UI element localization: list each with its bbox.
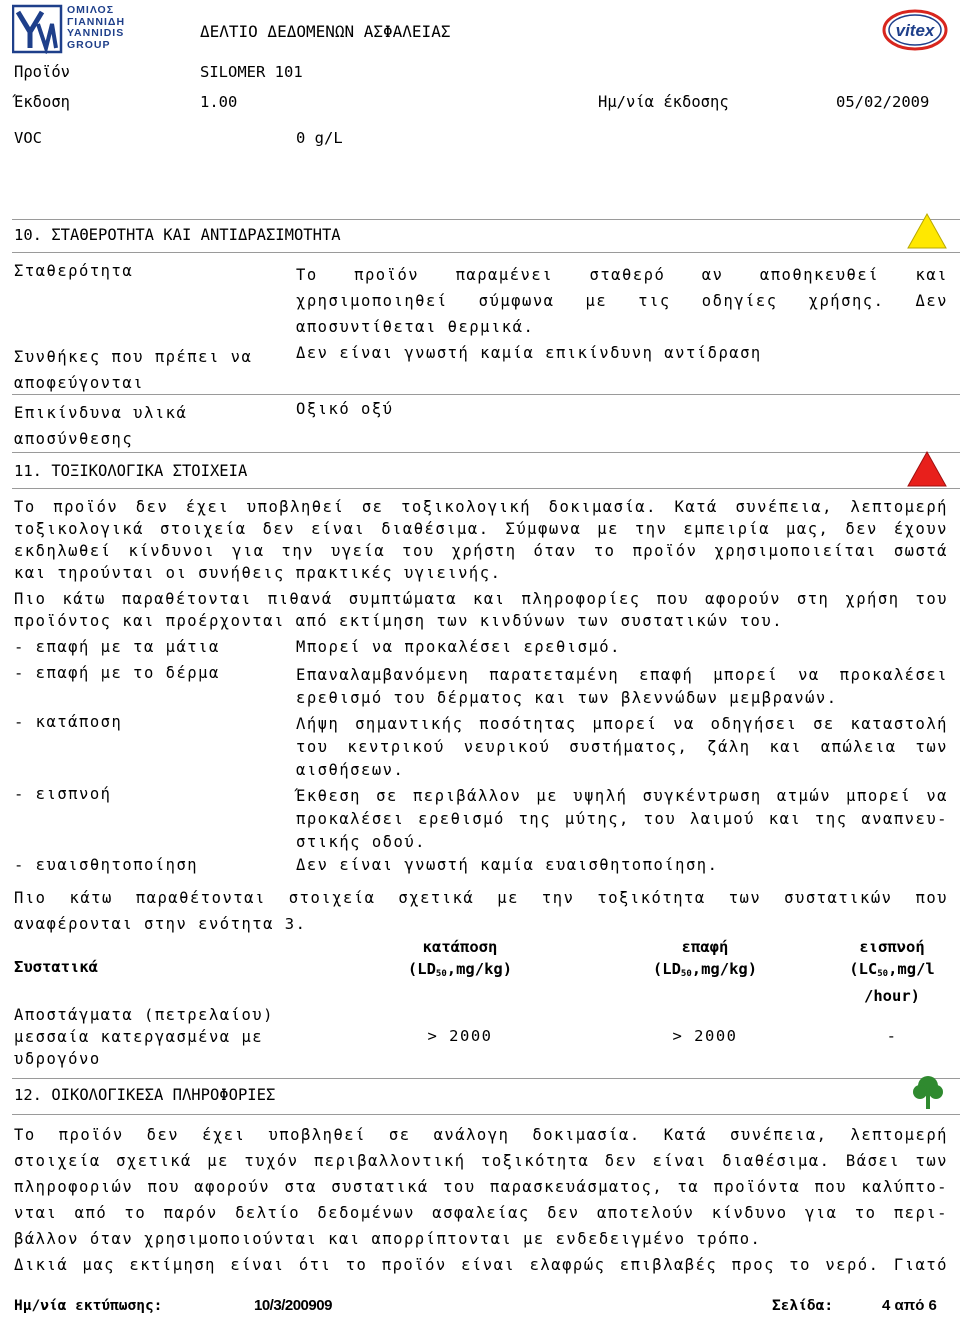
section-11-title: 11. ΤΟΞΙΚΟΛΟΓΙΚΑ ΣΤΟΙΧΕΙΑ <box>14 462 248 480</box>
divider <box>12 219 960 220</box>
product-label: Προϊόν <box>14 63 70 81</box>
edition-label: Έκδοση <box>14 93 70 111</box>
vitex-logo <box>882 8 948 52</box>
effect-ingestion-value: Λήψη σημαντικής ποσότητας μπορεί να οδηγήσει σε καταστολή του κεντρικού νευρικού συστήματος, ζάλη και απώλεια των αισθήσεων. <box>296 715 948 779</box>
vitex-brand-text: vitex <box>895 21 935 40</box>
voc-label: VOC <box>14 129 42 147</box>
stability-label: Σταθερότητα <box>14 262 134 280</box>
effect-eyes-label: - επαφή με τα μάτια <box>14 638 220 656</box>
toxicology-paragraph-1: Το προϊόν δεν έχει υποβληθεί σε τοξικολογική δοκιμασία. Κατά συνέπεια, λεπτομερή τοξικολογικά στοιχεία δεν είναι διαθέσιμα. Σύμφωνα με την εμπειρία μας, δεν έχουν εκδηλωθεί κίνδυνοι για την υγεία του χρήστη όταν το προϊόν χρησιμοποιείται σωστά και τηρούνται οι συνήθεις πρακτικές υγιεινής. <box>14 498 948 582</box>
voc-value: 0 g/L <box>296 129 343 147</box>
table-row-component-name: Αποστάγματα (πετρελαίου) μεσσαία κατεργασμένα με υδρογόνο <box>14 1006 274 1068</box>
page-label: Σελίδα: <box>772 1298 834 1314</box>
page-number: 4 από 6 <box>882 1297 937 1314</box>
stability-value: Το προϊόν παραμένει σταθερό αν αποθηκευθεί και χρησιμοποιηθεί σύμφωνα με τις οδηγίες χρήσης. Δεν αποσυντίθεται θερμικά. <box>296 266 948 336</box>
print-date-label: Ημ/νία εκτύπωσης: <box>14 1298 163 1314</box>
divider <box>12 488 960 489</box>
edition-value: 1.00 <box>200 93 238 111</box>
effect-eyes-value: Μπορεί να προκαλέσει ερεθισμό. <box>296 638 621 656</box>
toxicology-paragraph-3: Πιο κάτω παραθέτονται στοιχεία σχετικά με την τοξικότητα των συστατικών που αναφέρονται στην ενότητα 3. <box>14 889 948 933</box>
effect-sensitization-value: Δεν είναι γνωστή καμία ευαισθητοποίηση. <box>296 856 719 874</box>
effect-inhalation-label: - εισπνοή <box>14 785 112 803</box>
divider <box>12 1114 960 1115</box>
warning-red-icon <box>906 450 948 488</box>
issue-date-value: 05/02/2009 <box>836 93 930 111</box>
table-header-components: Συστατικά <box>14 958 98 976</box>
document-title: ΔΕΛΤΙΟ ΔΕΔΟΜΕΝΩΝ ΑΣΦΑΛΕΙΑΣ <box>200 22 451 41</box>
section-12-title: 12. ΟΙΚΟΛΟΓΙΚΕΣΑ ΠΛΗΡΟΦΟΡΙΕΣ <box>14 1086 276 1104</box>
table-header-inhalation: εισπνοή ($LC_{50},mg/l$ /hour) <box>849 938 935 1005</box>
divider <box>12 452 960 453</box>
incompatible-label: Επικίνδυνα υλικά αποσύνθεσης <box>14 404 188 448</box>
divider <box>12 394 960 395</box>
print-date-value: 10/3/200909 <box>254 1297 332 1314</box>
ecology-paragraph-1: Το προϊόν δεν έχει υποβληθεί σε ανάλογη δοκιμασία. Κατά συνέπεια, λεπτομερή στοιχεία σχετικά με τυχόν περιβαλλοντική τοξικότητα δεν είναι διαθέσιμα. Βάσει των πληροφοριών που αφορούν στα συστατικά του παρασκευάσματος, τα προϊόντα που καλύπτο- νται από το παρόν δελτίο δεδομένων ασφαλείας δεν αποτελούν κίνδυνο για το περι- βάλλον όταν χρησιμοποιούνται και απορρίπτονται με ενδεδειγμένο τρόπο. <box>14 1126 948 1248</box>
effect-skin-label: - επαφή με το δέρμα <box>14 664 220 682</box>
table-header-contact: επαφή $(LD_{50},mg/kg)$ <box>652 938 758 979</box>
product-value: SILOMER 101 <box>200 63 303 81</box>
effect-skin-value: Επαναλαμβανόμενη παρατεταμένη επαφή μπορεί να προκαλέσει ερεθισμό του δέρματος και των βλεννώδων μεμβρανών. <box>296 666 948 707</box>
effect-inhalation-value: Έκθεση σε περιβάλλον με υψηλή συγκέντρωση ατμών μπορεί να προκαλέσει ερεθισμό της μύτης, του λαιμού και της αναπνευ- στικής οδού. <box>296 787 948 851</box>
table-row-inhalation: - <box>886 1027 898 1045</box>
table-header-ingestion: κατάποση $(LD_{50},mg/kg)$ <box>407 938 513 979</box>
warning-yellow-icon <box>906 212 948 250</box>
incompatible-value: Οξικό οξύ <box>296 400 394 418</box>
table-row-contact: > 2000 <box>672 1027 738 1045</box>
divider <box>12 1078 960 1079</box>
conditions-value: Δεν είναι γνωστή καμία επικίνδυνη αντίδραση <box>296 344 762 362</box>
tree-icon <box>910 1072 946 1112</box>
effect-ingestion-label: - κατάποση <box>14 713 123 731</box>
divider <box>12 252 960 253</box>
table-row-ingestion: > 2000 <box>427 1027 493 1045</box>
section-10-title: 10. ΣΤΑΘΕΡΟΤΗΤΑ ΚΑΙ ΑΝΤΙΔΡΑΣΙΜΟΤΗΤΑ <box>14 226 341 244</box>
effect-sensitization-label: - ευαισθητοποίηση <box>14 856 199 874</box>
conditions-label: Συνθήκες που πρέπει να αποφεύγονται <box>14 348 253 392</box>
issue-date-label: Ημ/νία έκδοσης <box>598 93 729 111</box>
ecology-paragraph-2: Δικιά μας εκτίμηση είναι ότι το προϊόν είναι ελαφρώς επιβλαβές προς το νερό. Γιατό <box>14 1256 948 1274</box>
toxicology-paragraph-2: Πιο κάτω παραθέτονται πιθανά συμπτώματα και πληροφορίες που αφορούν στη χρήση του προϊόντος και προέρχονται από εκτίμηση των κινδύνων των συστατικών του. <box>14 590 948 630</box>
logo-text: ΟΜΙΛΟΣ ΓΙΑΝΝΙΔΗ YANNIDIS GROUP <box>67 4 126 51</box>
